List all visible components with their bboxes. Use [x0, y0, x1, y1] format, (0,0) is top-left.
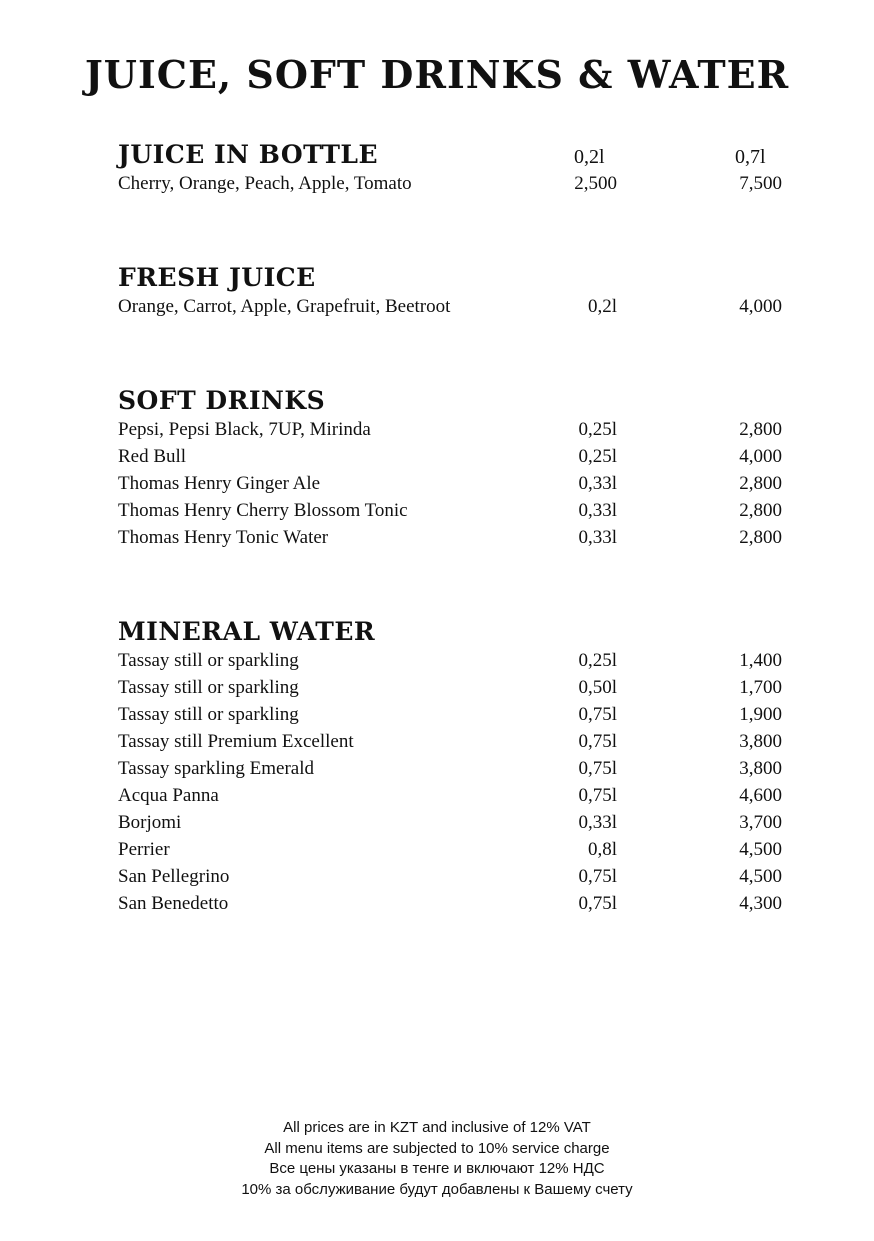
column-header-small: 0,2l — [574, 146, 605, 168]
item-price: 2,800 — [739, 473, 782, 494]
menu-item — [118, 293, 782, 320]
item-volume: 0,33l — [578, 812, 617, 833]
item-volume: 0,75l — [578, 704, 617, 725]
footer-service-note: All menu items are subjected to 10% service charge — [264, 1139, 610, 1157]
item-name: San Benedetto — [118, 893, 229, 914]
item-price: 1,900 — [739, 704, 782, 725]
item-name: Thomas Henry Cherry Blossom Tonic — [118, 500, 408, 521]
item-price: 4,600 — [739, 785, 782, 806]
section-juice-in-bottle — [118, 138, 782, 197]
item-price: 1,700 — [739, 677, 782, 698]
section-heading-label: FRESH JUICE — [118, 263, 316, 292]
item-name: Tassay sparkling Emerald — [118, 758, 315, 779]
item-volume: 2,500 — [574, 173, 617, 194]
item-price: 3,700 — [739, 812, 782, 833]
item-volume: 0,8l — [587, 839, 617, 860]
item-name: Red Bull — [118, 446, 187, 467]
item-price: 3,800 — [739, 731, 782, 752]
item-price: 4,000 — [739, 296, 782, 317]
item-volume: 0,75l — [578, 893, 617, 914]
menu-item — [118, 170, 782, 197]
item-name: Tassay still or sparkling — [118, 677, 299, 698]
item-price: 4,500 — [739, 866, 782, 887]
item-volume: 0,33l — [578, 500, 617, 521]
menu-item — [118, 674, 782, 701]
page-title: JUICE, SOFT DRINKS & WATER — [84, 52, 790, 97]
item-volume: 0,33l — [578, 473, 617, 494]
item-name: San Pellegrino — [118, 866, 230, 887]
section-heading-label: MINERAL WATER — [118, 617, 376, 646]
item-volume: 0,75l — [578, 866, 617, 887]
section-soft-drinks — [118, 384, 782, 551]
section-fresh-juice — [118, 261, 782, 320]
item-price: 4,000 — [739, 446, 782, 467]
item-name: Tassay still Premium Excellent — [118, 731, 354, 752]
menu-item — [118, 863, 782, 890]
item-price: 4,300 — [739, 893, 782, 914]
menu-item — [118, 728, 782, 755]
item-name: Cherry, Orange, Peach, Apple, Tomato — [118, 173, 412, 194]
column-header-large: 0,7l — [735, 146, 766, 168]
item-volume: 0,33l — [578, 527, 617, 548]
item-name: Borjomi — [118, 812, 182, 833]
section-mineral-water — [118, 615, 782, 917]
menu-item — [118, 497, 782, 524]
menu-item — [118, 524, 782, 551]
menu-item — [118, 701, 782, 728]
footer-vat-note: All prices are in KZT and inclusive of 12% VAT — [283, 1119, 591, 1136]
menu-item — [118, 809, 782, 836]
item-price: 3,800 — [739, 758, 782, 779]
footer-vat-note-ru: Все цены указаны в тенге и включают 12% НДС — [269, 1160, 605, 1177]
menu-item — [118, 755, 782, 782]
section-heading-label: JUICE IN BOTTLE — [118, 140, 379, 169]
item-name: Acqua Panna — [118, 785, 219, 806]
item-price: 2,800 — [739, 500, 782, 521]
item-price: 1,400 — [739, 650, 782, 671]
footer-service-note-ru: 10% за обслуживание будут добавлены к Вашему счету — [241, 1180, 633, 1198]
item-price: 2,800 — [739, 527, 782, 548]
footer-notes — [0, 1118, 874, 1200]
item-volume: 0,25l — [578, 650, 617, 671]
item-price: 4,500 — [739, 839, 782, 860]
menu-item — [118, 836, 782, 863]
item-name: Thomas Henry Ginger Ale — [118, 473, 321, 494]
item-volume: 0,50l — [578, 677, 617, 698]
menu-item — [118, 416, 782, 443]
item-volume: 0,25l — [578, 446, 617, 467]
item-name: Perrier — [118, 839, 170, 860]
item-volume: 0,75l — [578, 785, 617, 806]
item-volume: 0,2l — [587, 296, 617, 317]
item-name: Thomas Henry Tonic Water — [118, 527, 329, 548]
item-name: Orange, Carrot, Apple, Grapefruit, Beetroot — [118, 296, 451, 317]
menu-item — [118, 890, 782, 917]
item-name: Pepsi, Pepsi Black, 7UP, Mirinda — [118, 419, 371, 440]
menu-item — [118, 443, 782, 470]
item-price: 2,800 — [739, 419, 782, 440]
item-price: 7,500 — [739, 173, 782, 194]
item-volume: 0,25l — [578, 419, 617, 440]
menu-item — [118, 782, 782, 809]
section-heading — [118, 138, 782, 170]
item-volume: 0,75l — [578, 758, 617, 779]
section-heading — [118, 384, 782, 416]
section-heading — [118, 261, 782, 293]
section-heading — [118, 615, 782, 647]
item-volume: 0,75l — [578, 731, 617, 752]
menu-item — [118, 470, 782, 497]
menu-item — [118, 647, 782, 674]
section-heading-label: SOFT DRINKS — [118, 386, 326, 415]
item-name: Tassay still or sparkling — [118, 650, 299, 671]
item-name: Tassay still or sparkling — [118, 704, 299, 725]
